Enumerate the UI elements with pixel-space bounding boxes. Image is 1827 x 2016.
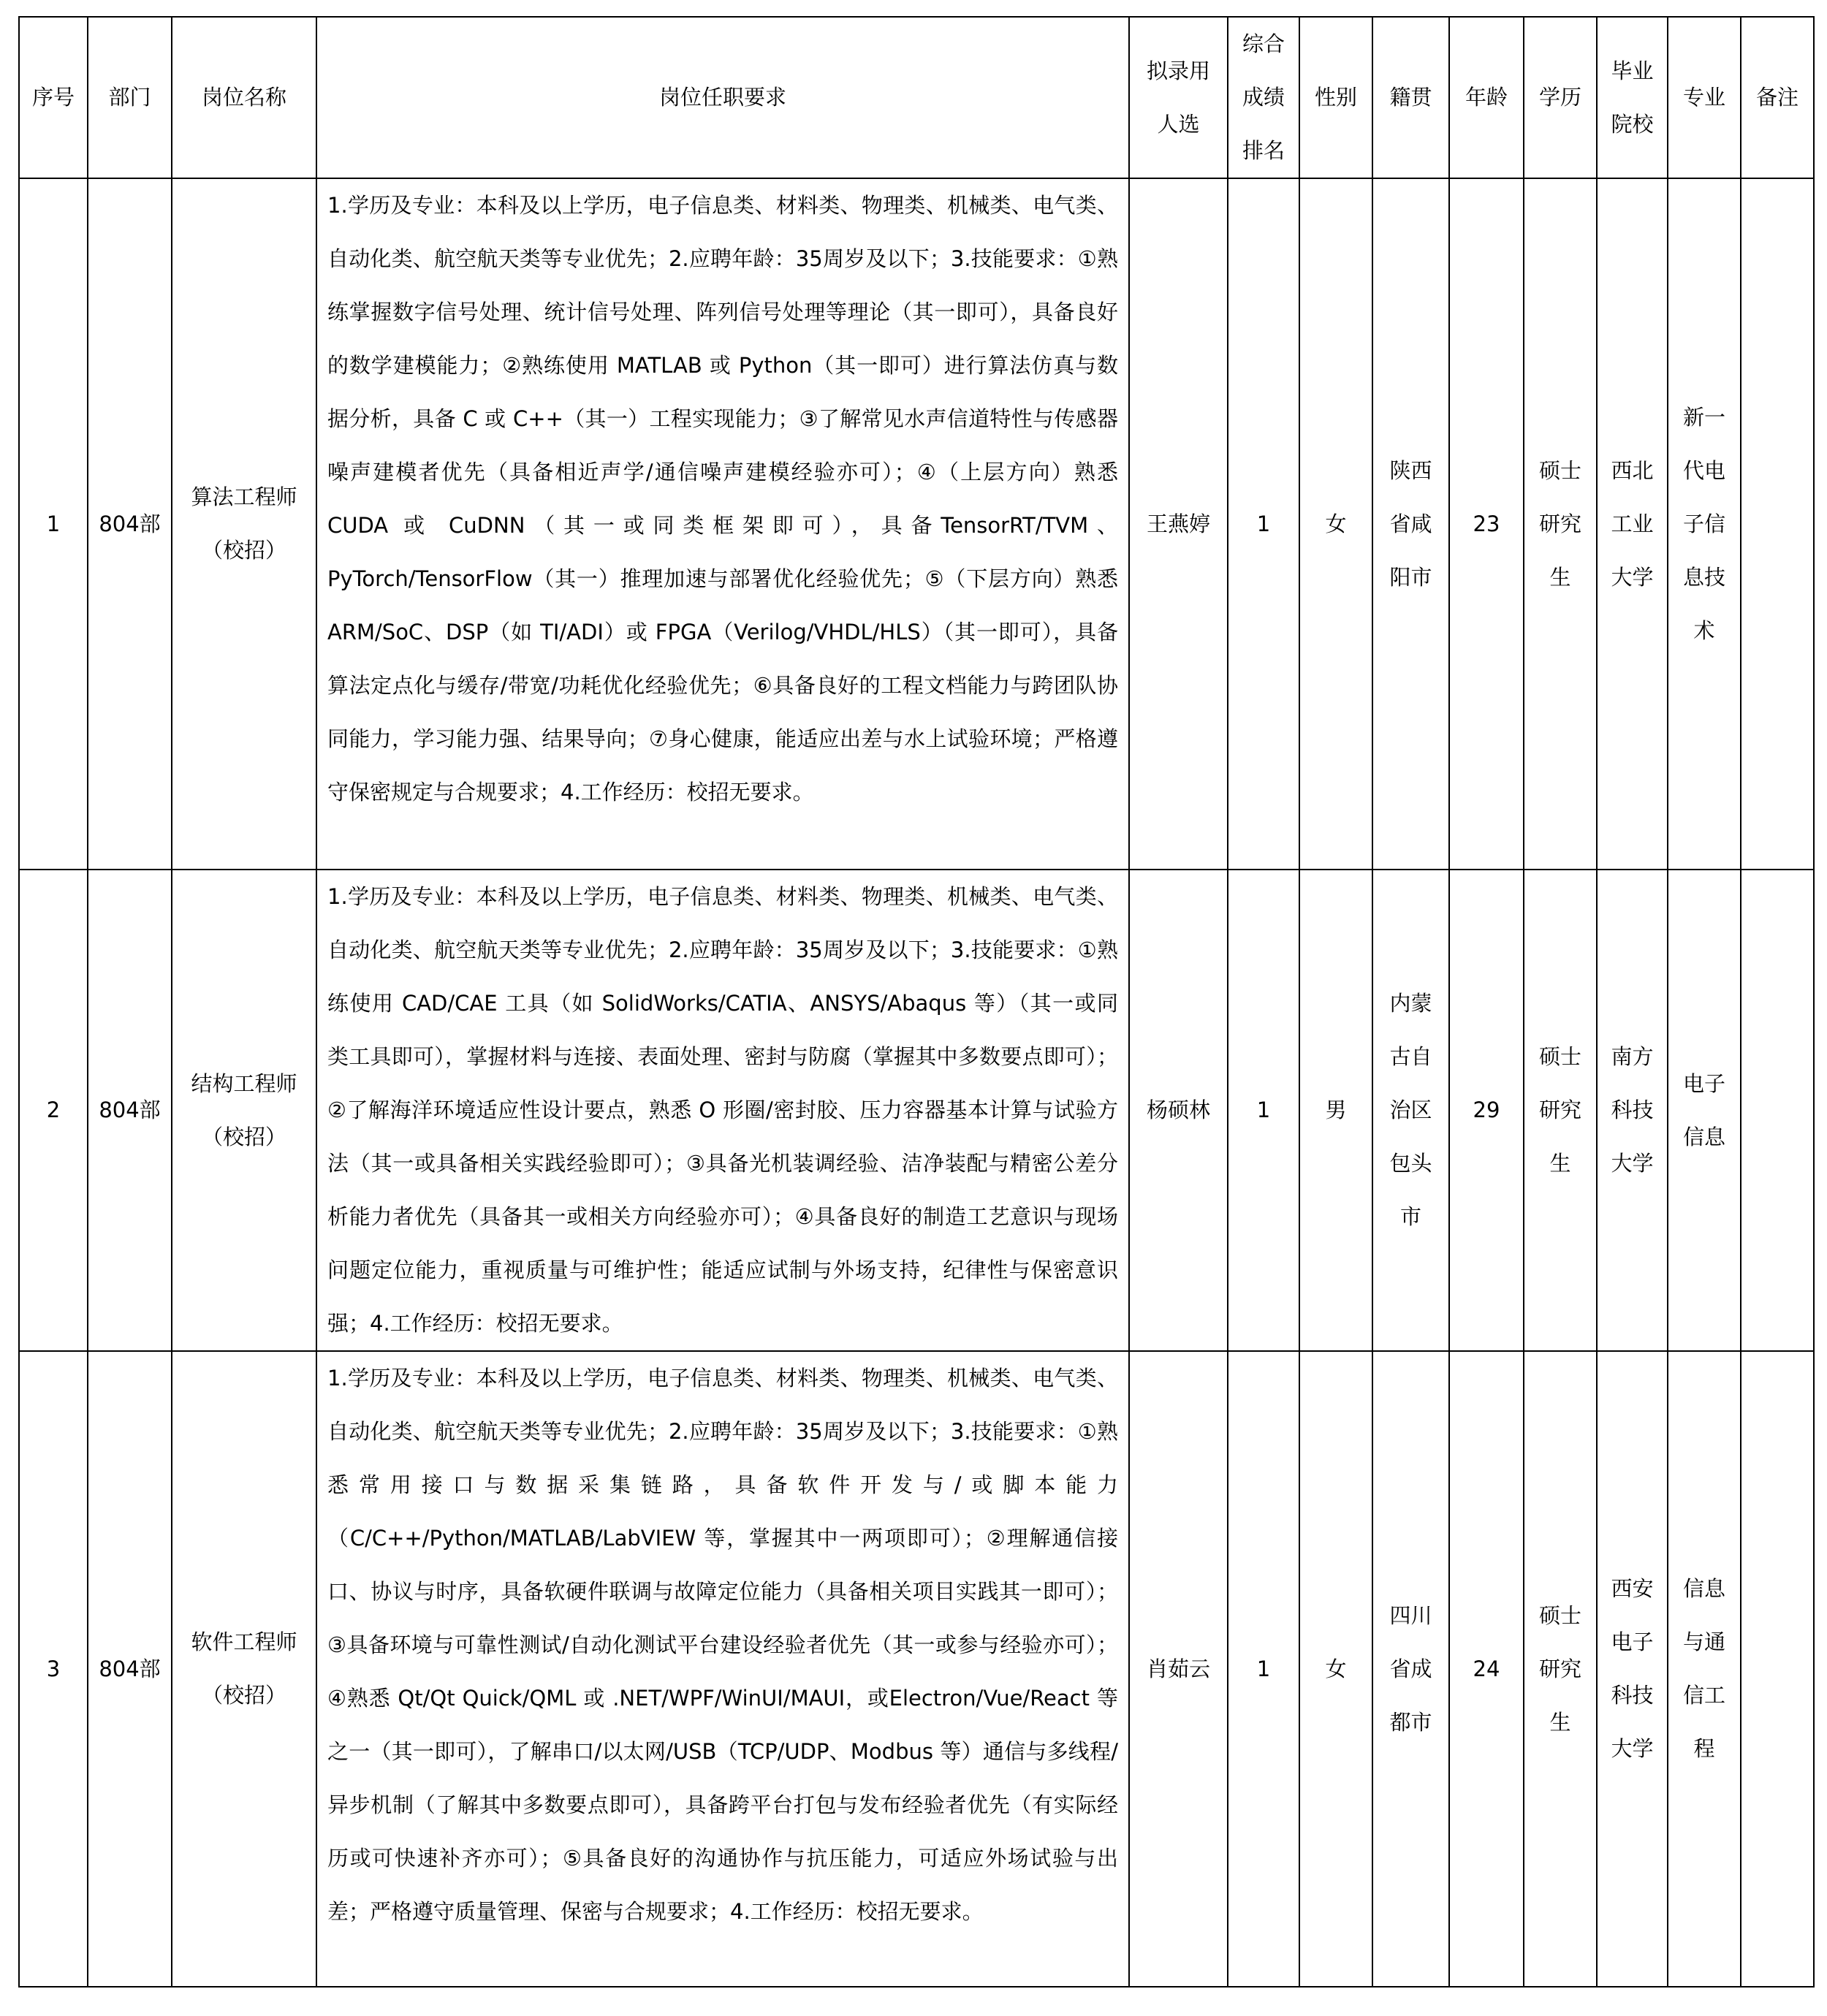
cell-candidate: 杨硕林 [1129, 870, 1228, 1351]
cell-school: 南方科技大学 [1597, 870, 1668, 1351]
cell-school: 西安电子科技大学 [1597, 1351, 1668, 1987]
cell-remark [1741, 870, 1814, 1351]
cell-education: 硕士研究生 [1524, 178, 1597, 870]
cell-position [172, 178, 316, 870]
cell-major: 电子信息 [1668, 870, 1741, 1351]
cell-requirements: 1.学历及专业：本科及以上学历，电子信息类、材料类、物理类、机械类、电气类、自动化类、航空航天类等专业优先；2.应聘年龄：35周岁及以下；3.技能要求：①熟练掌握数字信号处理、统计信号处理、阵列信号处理等理论（其一即可），具备良好的数学建模能力；②熟练使用 MATLAB 或 Python（其一即可）进行算法仿真与数据分析，具备 C 或 C++（其一）工程实现能力；③了解常见水声信道特性与传感器噪声建模者优先（具备相近声学/通信噪声建模经验亦可）；④（上层方向）熟悉 CUDA 或 CuDNN（其一或同类框架即可），具备TensorRT/TVM、PyTorch/TensorFlow（其一）推理加速与部署优化经验优先；⑤（下层方向）熟悉 ARM/SoC、DSP（如 TI/ADI）或 FPGA（Verilog/VHDL/HLS）（其一即可），具备算法定点化与缓存/带宽/功耗优化经验优先；⑥具备良好的工程文档能力与跨团队协同能力，学习能力强、结果导向；⑦身心健康，能适应出差与水上试验环境；严格遵守保密规定与合规要求；4.工作经历：校招无要求。 [316, 178, 1129, 870]
cell-rank: 1 [1228, 870, 1299, 1351]
table-row [19, 1351, 1814, 1987]
cell-age: 29 [1449, 870, 1524, 1351]
cell-candidate: 肖茹云 [1129, 1351, 1228, 1987]
cell-age: 24 [1449, 1351, 1524, 1987]
header-index: 序号 [19, 17, 88, 178]
header-position: 岗位名称 [172, 17, 316, 178]
cell-requirements: 1.学历及专业：本科及以上学历，电子信息类、材料类、物理类、机械类、电气类、自动化类、航空航天类等专业优先；2.应聘年龄：35周岁及以下；3.技能要求：①熟练使用 CAD/CAE 工具（如 SolidWorks/CATIA、ANSYS/Abaqus 等）（其一或同类工具即可），掌握材料与连接、表面处理、密封与防腐（掌握其中多数要点即可）；②了解海洋环境适应性设计要点，熟悉 O 形圈/密封胶、压力容器基本计算与试验方法（其一或具备相关实践经验即可）；③具备光机装调经验、洁净装配与精密公差分析能力者优先（具备其一或相关方向经验亦可）；④具备良好的制造工艺意识与现场问题定位能力，重视质量与可维护性；能适应试制与外场支持，纪律性与保密意识强；4.工作经历：校招无要求。 [316, 870, 1129, 1351]
cell-school: 西北工业大学 [1597, 178, 1668, 870]
position-title: 算法工程师 [191, 484, 297, 509]
header-school: 毕业院校 [1597, 17, 1668, 178]
cell-education: 硕士研究生 [1524, 870, 1597, 1351]
cell-position [172, 870, 316, 1351]
header-origin: 籍贯 [1372, 17, 1449, 178]
cell-origin: 陕西省咸阳市 [1372, 178, 1449, 870]
header-major: 专业 [1668, 17, 1741, 178]
table-row [19, 178, 1814, 870]
cell-position [172, 1351, 316, 1987]
position-type: （校招） [201, 538, 286, 563]
cell-age: 23 [1449, 178, 1524, 870]
cell-index: 1 [19, 178, 88, 870]
header-department: 部门 [88, 17, 172, 178]
header-age: 年龄 [1449, 17, 1524, 178]
cell-department: 804部 [88, 1351, 172, 1987]
header-education: 学历 [1524, 17, 1597, 178]
header-row [19, 17, 1814, 178]
cell-origin: 四川省成都市 [1372, 1351, 1449, 1987]
cell-requirements: 1.学历及专业：本科及以上学历，电子信息类、材料类、物理类、机械类、电气类、自动化类、航空航天类等专业优先；2.应聘年龄：35周岁及以下；3.技能要求：①熟悉常用接口与数据采集链路，具备软件开发与/或脚本能力（C/C++/Python/MATLAB/LabVIEW 等，掌握其中一两项即可）；②理解通信接口、协议与时序，具备软硬件联调与故障定位能力（具备相关项目实践其一即可）；③具备环境与可靠性测试/自动化测试平台建设经验者优先（其一或参与经验亦可）；④熟悉 Qt/Qt Quick/QML 或 .NET/WPF/WinUI/MAUI，或Electron/Vue/React 等之一（其一即可），了解串口/以太网/USB（TCP/UDP、Modbus 等）通信与多线程/异步机制（了解其中多数要点即可），具备跨平台打包与发布经验者优先（有实际经历或可快速补齐亦可）；⑤具备良好的沟通协作与抗压能力，可适应外场试验与出差；严格遵守质量管理、保密与合规要求；4.工作经历：校招无要求。 [316, 1351, 1129, 1987]
header-gender: 性别 [1299, 17, 1372, 178]
cell-education: 硕士研究生 [1524, 1351, 1597, 1987]
cell-gender: 女 [1299, 1351, 1372, 1987]
position-type: （校招） [201, 1683, 286, 1708]
header-requirements: 岗位任职要求 [316, 17, 1129, 178]
header-remark: 备注 [1741, 17, 1814, 178]
position-title: 软件工程师 [191, 1629, 297, 1654]
cell-remark [1741, 1351, 1814, 1987]
cell-candidate: 王燕婷 [1129, 178, 1228, 870]
header-candidate: 拟录用人选 [1129, 17, 1228, 178]
candidate-table [18, 16, 1815, 1988]
table-row [19, 870, 1814, 1351]
position-title: 结构工程师 [191, 1070, 297, 1096]
cell-remark [1741, 178, 1814, 870]
header-rank: 综合成绩排名 [1228, 17, 1299, 178]
cell-index: 3 [19, 1351, 88, 1987]
cell-origin: 内蒙古自治区包头市 [1372, 870, 1449, 1351]
cell-index: 2 [19, 870, 88, 1351]
cell-department: 804部 [88, 178, 172, 870]
cell-major: 信息与通信工程 [1668, 1351, 1741, 1987]
cell-rank: 1 [1228, 178, 1299, 870]
cell-rank: 1 [1228, 1351, 1299, 1987]
cell-major: 新一代电子信息技术 [1668, 178, 1741, 870]
cell-department: 804部 [88, 870, 172, 1351]
position-type: （校招） [201, 1124, 286, 1149]
cell-gender: 男 [1299, 870, 1372, 1351]
cell-gender: 女 [1299, 178, 1372, 870]
